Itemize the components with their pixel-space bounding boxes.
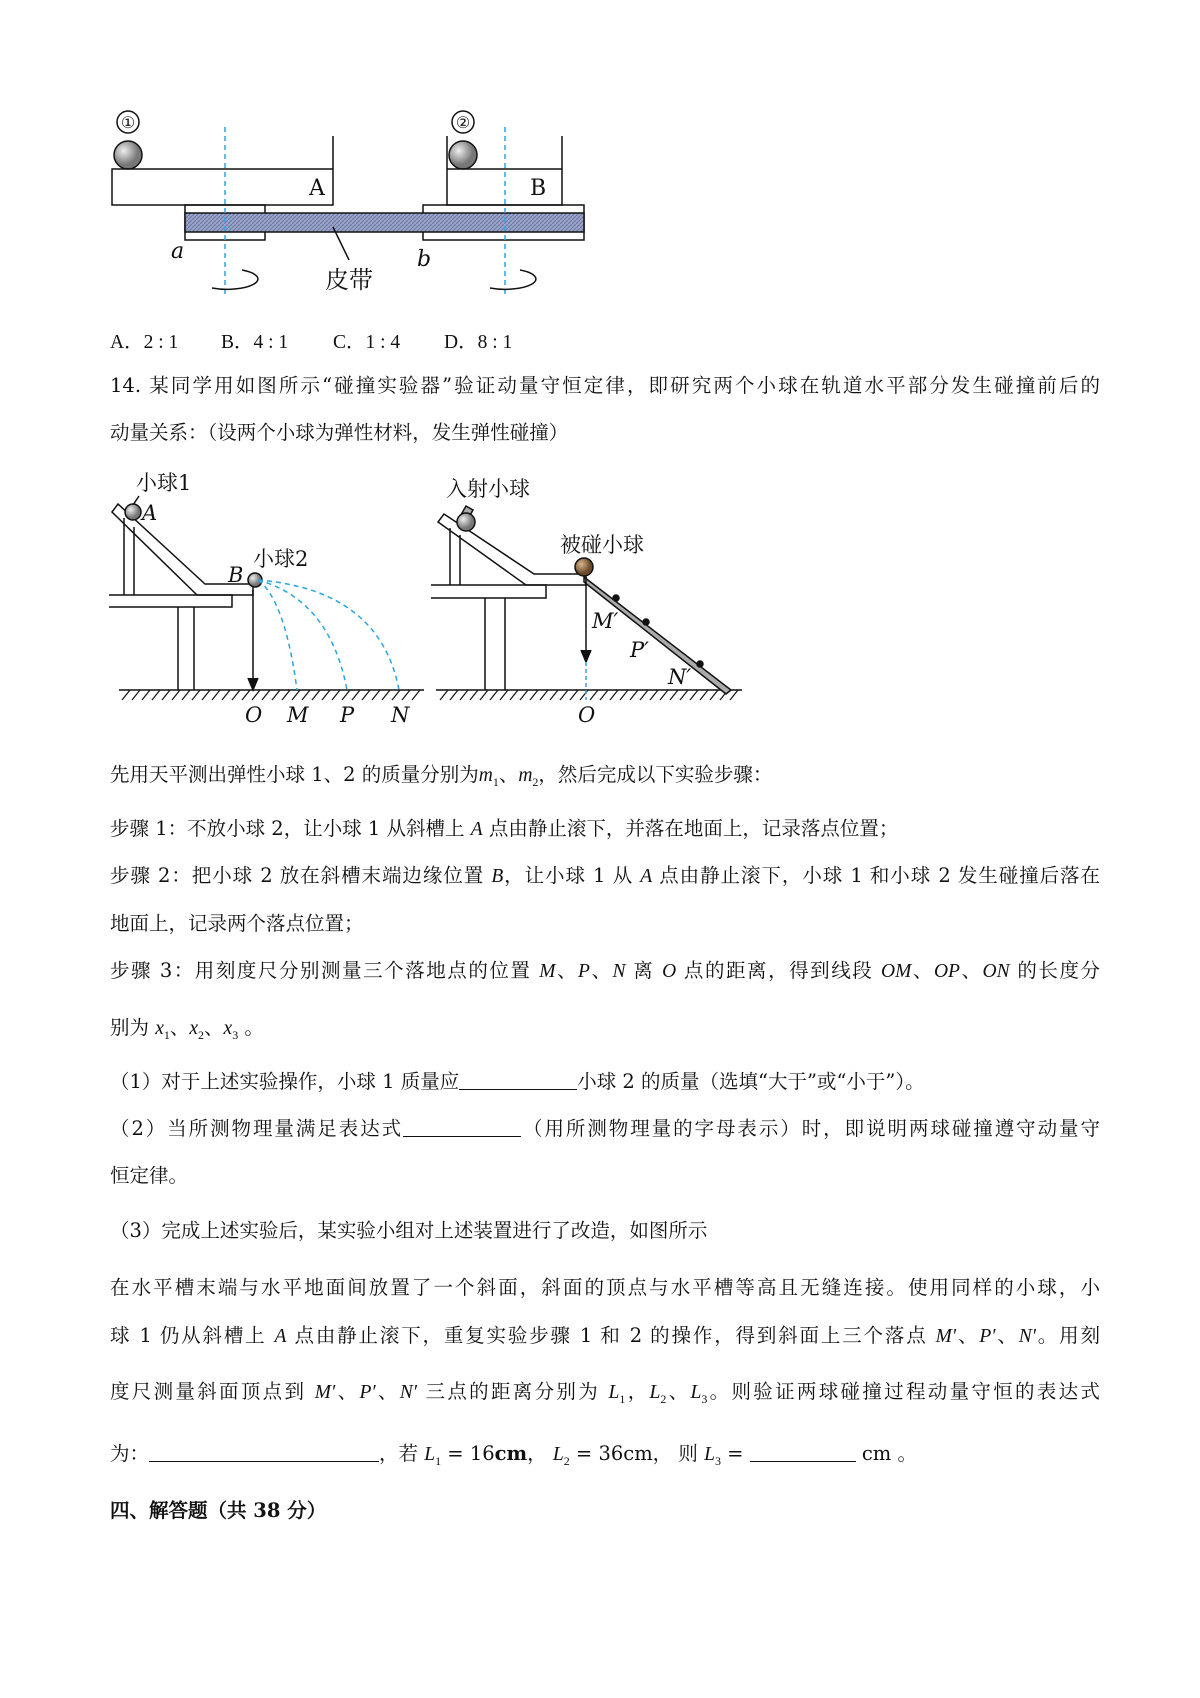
text-line bbox=[110, 1162, 188, 1190]
text-line bbox=[110, 1322, 1100, 1351]
text-segment: 地面上，记录两个落点位置； bbox=[110, 912, 364, 935]
math-segment: L bbox=[649, 1382, 661, 1403]
text-line bbox=[110, 419, 568, 447]
text-segment: 点由静止滚下，小球 1 和小球 2 发生碰撞后落在 bbox=[652, 864, 1100, 887]
option-a: A．2 : 1 bbox=[110, 332, 179, 353]
math-segment: L bbox=[704, 1444, 715, 1465]
text-segment: 。 bbox=[238, 1016, 264, 1039]
collision-diagram-2 bbox=[431, 477, 742, 727]
text-segment: = 16 bbox=[441, 1442, 495, 1465]
label-ball-2: 小球2 bbox=[253, 547, 309, 571]
text-segment: （1）对于上述实验操作，小球 1 质量应 bbox=[110, 1070, 460, 1093]
math-segment: P′ bbox=[979, 1326, 996, 1347]
math-segment: M bbox=[539, 961, 556, 982]
text-segment: 、 bbox=[956, 1324, 980, 1347]
text-segment: 、 bbox=[911, 959, 934, 982]
text-segment: 离 bbox=[625, 959, 663, 982]
label-ball-1: 小球1 bbox=[136, 471, 192, 495]
math-segment: ON bbox=[982, 961, 1010, 982]
text-segment: 度尺测量斜面顶点到 bbox=[110, 1380, 315, 1403]
label-point-b: B bbox=[228, 563, 244, 587]
option-d: D．8 : 1 bbox=[444, 332, 513, 353]
text-segment: ，然后完成以下实验步骤： bbox=[538, 763, 773, 786]
math-segment: 1 bbox=[435, 1454, 442, 1468]
text-segment: 、 bbox=[204, 1016, 224, 1039]
math-segment: 1 bbox=[619, 1392, 626, 1406]
text-segment: 点由静止滚下，重复实验步骤 1 和 2 的操作，得到斜面上三个落点 bbox=[286, 1324, 936, 1347]
text-line bbox=[110, 761, 772, 796]
option-b: B．4 : 1 bbox=[221, 332, 289, 353]
text-segment: 、 bbox=[995, 1324, 1019, 1347]
text-segment: （用所测物理量的字母表示）时，即说明两球碰撞遵守动量守 bbox=[521, 1117, 1100, 1140]
label-m: M bbox=[287, 703, 309, 727]
text-line bbox=[110, 1378, 1100, 1413]
text-segment: 。则验证两球碰撞过程动量守恒的表达式 bbox=[707, 1380, 1100, 1403]
text-line bbox=[110, 1274, 1100, 1302]
text-segment: 小球 2 的质量（选填“大于”或“小于”）。 bbox=[577, 1070, 925, 1093]
text-line bbox=[110, 957, 1100, 986]
label-pulley-a: a bbox=[171, 239, 185, 264]
math-segment: M′ bbox=[314, 1382, 336, 1403]
math-segment: L bbox=[424, 1444, 436, 1465]
text-line bbox=[110, 815, 898, 844]
text-segment: 恒定律。 bbox=[110, 1164, 189, 1187]
math-segment: 3 bbox=[232, 1028, 239, 1042]
text-segment: 、 bbox=[498, 763, 519, 786]
math-segment: OM bbox=[881, 961, 912, 982]
text-segment: （3）完成上述实验后，某实验小组对上述装置进行了改造，如图所示 bbox=[110, 1219, 708, 1242]
math-segment: A bbox=[274, 1326, 287, 1347]
collision-diagram-1 bbox=[109, 471, 424, 727]
math-segment: N′ bbox=[399, 1382, 418, 1403]
label-p-prime: P′ bbox=[630, 638, 649, 662]
rotation-arrow-a-icon bbox=[212, 270, 258, 289]
text-segment: ，若 bbox=[379, 1442, 425, 1465]
label-p: P bbox=[340, 703, 355, 727]
math-segment: B bbox=[491, 866, 504, 887]
label-o-right: O bbox=[578, 703, 596, 727]
text-segment: 别为 bbox=[110, 1016, 156, 1039]
math-segment: 3 bbox=[714, 1454, 721, 1468]
math-segment: m bbox=[518, 765, 533, 786]
text-segment: 。用刻 bbox=[1035, 1324, 1100, 1347]
math-segment: M′ bbox=[935, 1326, 957, 1347]
text-segment: ， bbox=[527, 1442, 553, 1465]
math-segment: N bbox=[612, 961, 626, 982]
text-segment: ，让小球 1 从 bbox=[503, 864, 641, 887]
math-segment: O bbox=[662, 961, 677, 982]
label-m-prime: M′ bbox=[592, 609, 619, 633]
text-segment: 、 bbox=[335, 1380, 360, 1403]
text-segment: 点的距离，得到线段 bbox=[676, 959, 882, 982]
label-incident-ball: 入射小球 bbox=[446, 477, 530, 501]
text-line bbox=[110, 910, 364, 938]
text-segment: = 36cm， 则 bbox=[569, 1442, 705, 1465]
label-b-upper: B bbox=[530, 176, 547, 201]
label-o: O bbox=[245, 703, 263, 727]
label-target-ball: 被碰小球 bbox=[560, 533, 644, 557]
math-segment: 3 bbox=[701, 1392, 708, 1406]
text-segment: 、 bbox=[589, 959, 613, 982]
math-segment: N′ bbox=[1018, 1326, 1036, 1347]
ball-2 bbox=[449, 141, 477, 169]
answer-blank bbox=[459, 1069, 577, 1090]
belt-pulley-diagram bbox=[112, 111, 584, 296]
text-segment: （2）当所测物理量满足表达式 bbox=[110, 1117, 404, 1140]
disk-a bbox=[112, 136, 333, 205]
math-segment: x bbox=[189, 1018, 199, 1039]
math-segment: 2 bbox=[660, 1392, 667, 1406]
text-segment: ， bbox=[625, 1380, 650, 1403]
text-segment: 、 bbox=[169, 1016, 190, 1039]
text-segment: 球 1 仍从斜槽上 bbox=[110, 1324, 275, 1347]
text-segment: cm 。 bbox=[855, 1442, 917, 1465]
math-segment: 2 bbox=[563, 1454, 570, 1468]
text-line bbox=[110, 1497, 326, 1525]
text-segment: 、 bbox=[555, 959, 579, 982]
math-segment: L bbox=[608, 1382, 620, 1403]
answer-blank bbox=[403, 1116, 521, 1137]
math-segment: 1 bbox=[163, 1028, 170, 1042]
label-point-a: A bbox=[142, 501, 158, 525]
math-segment: 2 bbox=[198, 1028, 205, 1042]
math-segment: 四、解答题（共 38 分） bbox=[110, 1499, 327, 1522]
text-segment: 点由静止滚下，并落在地面上，记录落点位置； bbox=[482, 817, 899, 840]
text-segment: 步骤 2：把小球 2 放在斜槽末端边缘位置 bbox=[110, 864, 492, 887]
label-n: N bbox=[391, 703, 410, 727]
label-2: ② bbox=[455, 113, 471, 132]
math-segment: A bbox=[470, 819, 483, 840]
text-segment: 动量关系：（设两个小球为弹性材料，发生弹性碰撞） bbox=[110, 421, 569, 444]
text-segment: 步骤 1：不放小球 2，让小球 1 从斜槽上 bbox=[110, 817, 471, 840]
belt bbox=[185, 213, 584, 232]
text-segment: 三点的距离分别为 bbox=[417, 1380, 609, 1403]
label-a-upper: A bbox=[309, 176, 325, 201]
math-segment: cm bbox=[494, 1442, 528, 1465]
label-pulley-b: b bbox=[417, 247, 432, 272]
text-segment: 步骤 3：用刻度尺分别测量三个落地点的位置 bbox=[110, 959, 540, 982]
math-segment: x bbox=[223, 1018, 233, 1039]
text-line bbox=[110, 372, 1100, 400]
label-belt: 皮带 bbox=[325, 266, 373, 294]
math-segment: A bbox=[640, 866, 653, 887]
text-line bbox=[110, 1217, 707, 1245]
label-n-prime: N′ bbox=[668, 665, 692, 689]
text-segment: 14. 某同学用如图所示“碰撞实验器”验证动量守恒定律，即研究两个小球在轨道水平部分发生碰撞前后的 bbox=[110, 374, 1100, 397]
answer-blank bbox=[750, 1441, 856, 1462]
text-segment: 、 bbox=[375, 1380, 400, 1403]
math-segment: P bbox=[578, 961, 590, 982]
text-segment: 为： bbox=[110, 1442, 150, 1465]
text-line bbox=[110, 1440, 917, 1475]
label-1: ① bbox=[120, 113, 136, 132]
math-segment: x bbox=[155, 1018, 164, 1039]
text-line bbox=[110, 1115, 1100, 1143]
text-segment: 在水平槽末端与水平地面间放置了一个斜面，斜面的顶点与水平槽等高且无缝连接。使用同样的小球，小 bbox=[110, 1276, 1100, 1299]
text-line bbox=[110, 1068, 925, 1096]
math-segment: 2 bbox=[532, 775, 539, 789]
option-c: C．1 : 4 bbox=[333, 332, 401, 353]
text-segment: = bbox=[720, 1442, 750, 1465]
text-line bbox=[110, 1014, 264, 1049]
math-segment: OP bbox=[933, 961, 960, 982]
rotation-arrow-b-icon bbox=[490, 270, 536, 289]
math-segment: L bbox=[552, 1444, 564, 1465]
text-segment: 先用天平测出弹性小球 1、2 的质量分别为 bbox=[110, 763, 479, 786]
ball-1 bbox=[114, 141, 142, 169]
math-segment: L bbox=[690, 1382, 702, 1403]
text-segment: 、 bbox=[959, 959, 983, 982]
math-segment: m bbox=[478, 765, 493, 786]
text-line bbox=[110, 862, 1100, 891]
math-segment: 1 bbox=[492, 775, 499, 789]
answer-blank bbox=[149, 1441, 379, 1462]
text-segment: 、 bbox=[666, 1380, 691, 1403]
text-segment: 的长度分 bbox=[1009, 959, 1100, 982]
math-segment: P′ bbox=[359, 1382, 376, 1403]
